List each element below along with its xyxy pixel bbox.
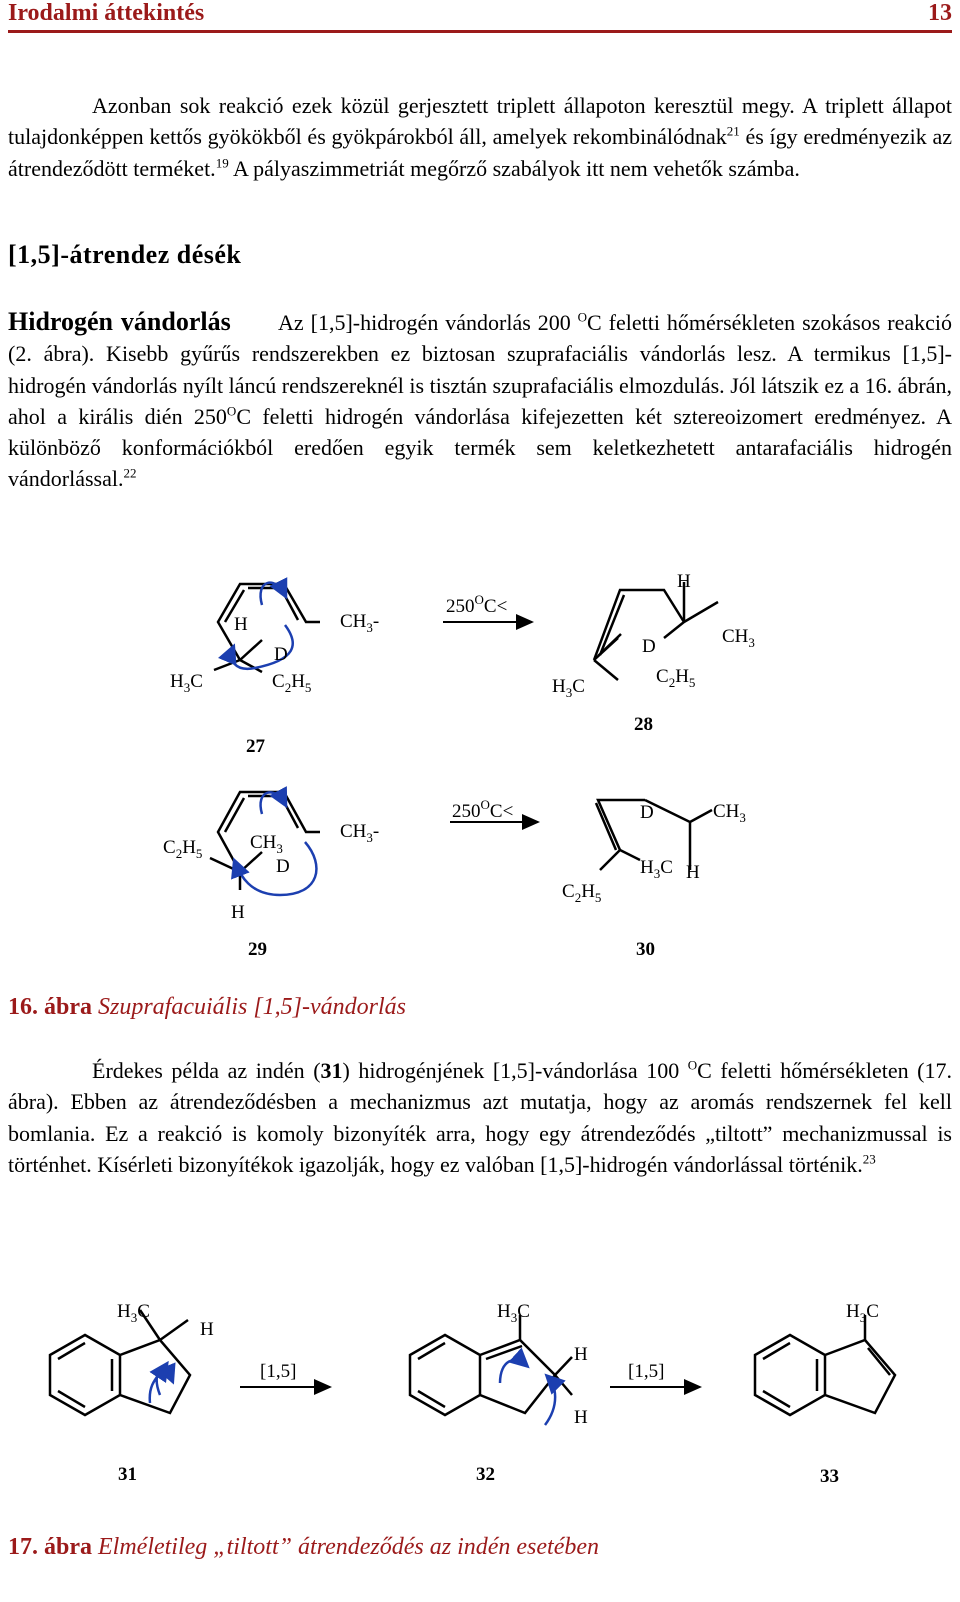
svg-text:H3C <box>170 671 203 695</box>
para1-text2: és így eredményezik az átrendeződött terméket. <box>8 124 952 181</box>
ch-30-sub: 3 <box>739 810 746 825</box>
h3c-32-c: C <box>517 1301 530 1322</box>
ch-28: CH <box>722 626 749 647</box>
ref-19: 19 <box>215 155 229 171</box>
ch-27: CH <box>340 611 367 632</box>
svg-text:C2H5 <box>163 837 202 861</box>
para2-text3: C feletti hidrogén vándorlása kifejezetten két sztereoizomert eredményez. A különböző konformációkból eredően egyik termék sem keletkezhetett antarafaciális hidrogén vándorlással. <box>8 403 952 492</box>
arrow1-deg: O <box>474 592 484 607</box>
compound-number-29: 29 <box>248 939 267 960</box>
ch-29a: CH <box>250 832 277 853</box>
svg-text:H3C <box>117 1301 150 1325</box>
c2h5-30-c: C <box>562 881 575 902</box>
ref-21: 21 <box>726 123 740 139</box>
h3c-28-h: H <box>552 676 566 697</box>
arrow4-label: [1,5] <box>628 1361 665 1382</box>
svg-text:CH3 <box>250 832 283 856</box>
running-title: Irodalmi áttekintés <box>8 0 205 26</box>
figure-17-caption <box>8 1534 599 1561</box>
c2h5-28-h: H <box>675 666 689 687</box>
fig17-text: Elméletileg „tiltott” átrendeződés az indén esetében <box>98 1534 600 1560</box>
c2h5-27-sub2: 2 <box>284 680 292 695</box>
c2h5-30-sub5: 5 <box>594 890 602 905</box>
svg-text:C2H5 <box>272 671 311 695</box>
structure-27 <box>214 584 320 672</box>
h3c-28-sub: 3 <box>565 685 573 700</box>
degree-2: O <box>226 403 237 419</box>
h3c-33-sub: 3 <box>859 1310 867 1325</box>
svg-text:H3C <box>846 1301 879 1325</box>
h3c-27-h: H <box>170 671 184 692</box>
atom-d-29: D <box>276 856 290 877</box>
structure-32 <box>410 1315 572 1415</box>
para3-text2: ) hidrogénjének [1,5]-vándorlása 100 <box>342 1058 688 1083</box>
c2h5-30-sub2: 2 <box>574 890 582 905</box>
paragraph-hydrogen-shift <box>8 306 952 495</box>
h3c-31-sub: 3 <box>130 1310 138 1325</box>
atom-h-29: H <box>231 902 245 923</box>
ch-29b-dash: - <box>372 821 380 842</box>
paragraph-indene <box>8 1055 952 1180</box>
h3c-27-sub: 3 <box>183 680 191 695</box>
compound-number-32: 32 <box>476 1464 495 1485</box>
svg-text:250OC< <box>446 592 507 617</box>
para3-degree: O <box>687 1057 698 1073</box>
atom-h-32a: H <box>574 1344 588 1365</box>
c2h5-28-sub2: 2 <box>668 675 676 690</box>
h3c-31-c: C <box>137 1301 150 1322</box>
fig16-text: Szuprafacuiális [1,5]-vándorlás <box>98 994 407 1020</box>
svg-text:H3C <box>497 1301 530 1325</box>
h3c-27-c: C <box>190 671 203 692</box>
arrow2-deg: O <box>480 797 490 812</box>
ch-29b-sub: 3 <box>366 830 373 845</box>
para1-text3: A pályaszimmetriát megőrző szabályok itt nem vehetők számba. <box>228 155 800 181</box>
c2h5-27-sub5: 5 <box>304 680 312 695</box>
runin-heading: Hidrogén vándorlás <box>8 307 231 336</box>
para2-text1: Az [1,5]-hidrogén vándorlás 200 <box>278 310 578 335</box>
structure-30 <box>596 800 712 870</box>
svg-text:CH3- <box>340 821 379 845</box>
para3-bold: 31 <box>320 1058 343 1083</box>
h3c-31-h: H <box>117 1301 131 1322</box>
compound-number-33: 33 <box>820 1466 839 1487</box>
svg-text:CH3- <box>340 611 379 635</box>
svg-text:C2H5 <box>656 666 695 690</box>
paragraph-triplett <box>8 90 952 184</box>
compound-number-30: 30 <box>636 939 655 960</box>
svg-text:CH3 <box>722 626 755 650</box>
h3c-30-c: C <box>660 857 673 878</box>
c2h5-29-sub2: 2 <box>175 846 183 861</box>
c2h5-29-sub5: 5 <box>195 846 203 861</box>
compound-number-27: 27 <box>246 736 265 757</box>
atom-d-27: D <box>274 644 288 665</box>
para2-text2: C feletti hőmérsékleten szokásos reakció (2. ábra). Kisebb gyűrűs rendszerekben ez biztosan szuprafaciális vándorlás lesz. A termikus [1,5]-hidrogén vándorlás nyílt láncú rendszereknél is tisztán szuprafaciális elmozdulás. Jól látszik ez a 16. ábrán, ahol a királis dién 250 <box>8 310 952 429</box>
c2h5-28-sub5: 5 <box>688 675 696 690</box>
page-header <box>8 0 952 33</box>
fig16-number: 16. ábra <box>8 994 92 1020</box>
h3c-32-sub: 3 <box>510 1310 518 1325</box>
svg-text:CH3 <box>713 801 746 825</box>
arrow2-post: C< <box>489 801 514 822</box>
ch-30: CH <box>713 801 740 822</box>
arrow-27a <box>261 583 285 605</box>
atom-h-31: H <box>200 1319 214 1340</box>
para1-text1: Azonban sok reakció ezek közül gerjesztett triplett állapoton keresztül megy. A triplett állapot tulajdonképpen kettős gyökökből és gyökpárokból áll, amelyek rekombinálódnak <box>8 93 952 150</box>
c2h5-29-h: H <box>182 837 196 858</box>
ch-27-dash: - <box>372 611 380 632</box>
ch-29a-sub: 3 <box>276 841 283 856</box>
arrow1-temp: 250 <box>446 596 475 617</box>
svg-text:C2H5 <box>562 881 601 905</box>
h3c-28-c: C <box>572 676 585 697</box>
para3-text3: C feletti hőmérsékleten (17. ábra). Ebben az átrendeződésben a mechanizmus azt mutatja, hogy az aromás rendszernek fel kell bomlania. Ez a reakció is komoly bizonyíték arra, hogy egy átrendeződés „tiltott” mechanizmussal is történhet. Kísérleti bizonyítékok igazolják, hogy ez valóban [1,5]-hidrogén vándorlással történik. <box>8 1058 952 1177</box>
svg-text:H3C <box>552 676 585 700</box>
figure-17 <box>0 1285 960 1525</box>
svg-text:250OC< <box>452 797 513 822</box>
compound-number-31: 31 <box>118 1464 137 1485</box>
fig17-number: 17. ábra <box>8 1534 92 1560</box>
h3c-30-h: H <box>640 857 654 878</box>
page-number: 13 <box>928 0 952 26</box>
c2h5-27-h: H <box>291 671 305 692</box>
structure-33 <box>755 1315 895 1415</box>
ch-29b: CH <box>340 821 367 842</box>
c2h5-29-c: C <box>163 837 176 858</box>
c2h5-30-h: H <box>581 881 595 902</box>
section-heading: [1,5]-átrendez désék <box>8 240 242 269</box>
h3c-30-sub: 3 <box>653 866 661 881</box>
svg-text:H3C <box>640 857 673 881</box>
arrow1-post: C< <box>483 596 508 617</box>
para3-text1: Érdekes példa az indén ( <box>92 1058 321 1083</box>
arrow-32a <box>500 1360 526 1383</box>
structure-31 <box>50 1310 190 1415</box>
h3c-33-h: H <box>846 1301 860 1322</box>
ch-28-sub: 3 <box>748 635 755 650</box>
atom-h-28: H <box>677 571 691 592</box>
figure-16 <box>0 560 960 990</box>
figure-16-caption <box>8 994 406 1021</box>
atom-h-27: H <box>234 614 248 635</box>
c2h5-27-c: C <box>272 671 285 692</box>
h3c-32-h: H <box>497 1301 511 1322</box>
compound-number-28: 28 <box>634 714 653 735</box>
degree-1: O <box>577 309 588 325</box>
atom-d-28: D <box>642 636 656 657</box>
ref-22: 22 <box>123 466 137 482</box>
ch-27-sub: 3 <box>366 620 373 635</box>
atom-h-32b: H <box>574 1407 588 1428</box>
c2h5-28-c: C <box>656 666 669 687</box>
h3c-33-c: C <box>866 1301 879 1322</box>
atom-h-30: H <box>686 862 700 883</box>
ref-23: 23 <box>862 1151 876 1167</box>
arrow2-temp: 250 <box>452 801 481 822</box>
arrow3-label: [1,5] <box>260 1361 297 1382</box>
atom-d-30: D <box>640 802 654 823</box>
